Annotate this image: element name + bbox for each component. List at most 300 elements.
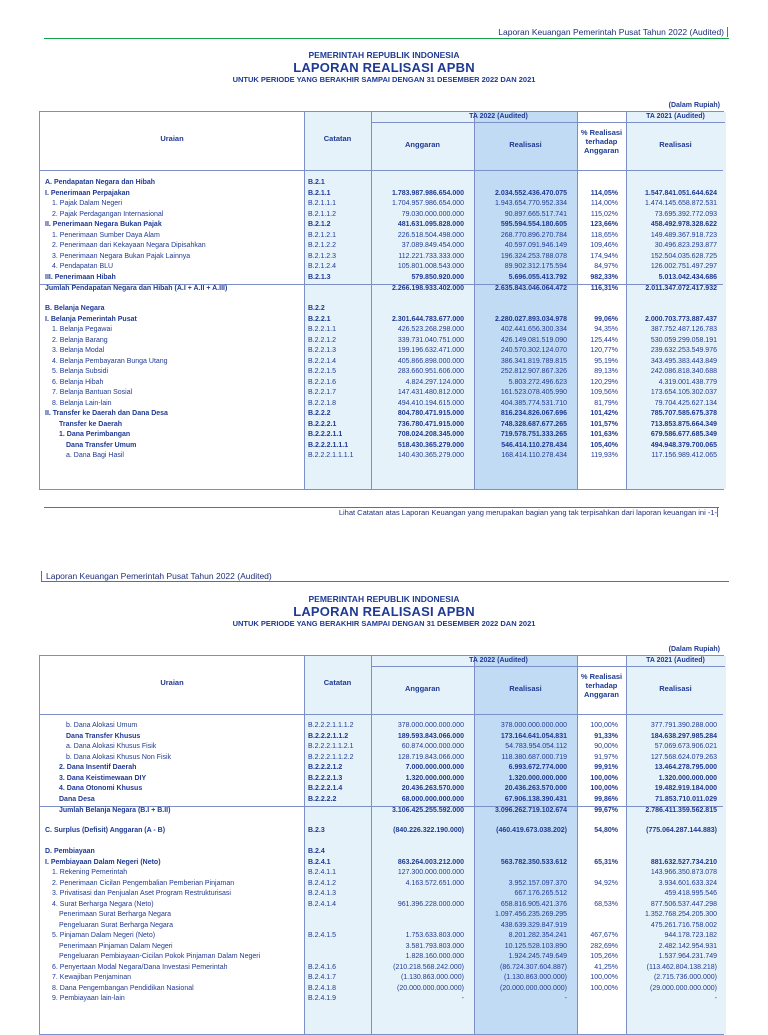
header-ta2022-2: TA 2022 (Audited) <box>371 656 626 667</box>
table-row <box>40 200 723 209</box>
unit-label: (Dalam Rupiah) <box>668 102 720 109</box>
table-row <box>40 232 723 241</box>
realisasi-2021-cell: 30.496.823.293.877 <box>654 242 717 249</box>
persen-cell: 120,29% <box>590 378 618 386</box>
anggaran-cell: 2.266.198.933.402.000 <box>391 285 464 292</box>
persen-cell: 118,65% <box>590 231 618 239</box>
realisasi-2021-cell: 2.482.142.954.931 <box>658 942 717 950</box>
table-row <box>40 901 723 910</box>
anggaran-cell: 147.431.480.812.000 <box>397 389 464 396</box>
persen-cell: 94,35% <box>594 326 618 333</box>
total-row <box>40 806 723 816</box>
catatan-cell: B.2.2.2.2 <box>308 795 337 803</box>
table-row <box>40 859 723 868</box>
realisasi-2021-cell: 1.474.145.658.872.531 <box>644 200 717 207</box>
persen-cell: 84,97% <box>594 263 618 270</box>
uraian-cell: 4. Belanja Pembayaran Bunga Utang <box>52 357 168 365</box>
catatan-cell: B.2.2.1.8 <box>308 399 337 407</box>
realisasi-2021-cell: 1.537.964.231.749 <box>658 953 717 960</box>
persen-cell: 123,66% <box>590 221 618 228</box>
table-row <box>40 242 723 251</box>
realisasi-2021-cell: 149.489.367.918.723 <box>650 231 717 239</box>
catatan-cell: B.2.4.1.4 <box>308 900 337 908</box>
table-row <box>40 400 723 409</box>
anggaran-cell: 518.430.365.279.000 <box>397 441 464 449</box>
report-title: LAPORAN REALISASI APBN <box>293 60 475 75</box>
catatan-cell: B.2.2.2.1.1.2.1 <box>308 743 354 750</box>
realisasi-2021-cell: (2.715.736.000.000) <box>653 974 717 981</box>
realisasi-2021-cell: 2.000.703.773.887.437 <box>644 315 717 323</box>
realisasi-cell: 1.943.654.770.952.334 <box>494 200 567 207</box>
anggaran-cell: 1.753.633.803.000 <box>405 932 464 939</box>
realisasi-cell: 252.812.907.867.326 <box>500 368 567 375</box>
persen-cell: 467,67% <box>590 932 618 939</box>
realisasi-cell: 89.902.312.175.594 <box>504 263 567 270</box>
table-row <box>40 869 723 878</box>
table-row <box>40 764 723 773</box>
catatan-cell: B.2.2.1.2 <box>308 336 337 344</box>
persen-cell: 91,33% <box>594 732 618 740</box>
realisasi-cell: 438.639.329.847.919 <box>500 921 567 929</box>
catatan-cell: B.2.4.1.6 <box>308 963 337 971</box>
catatan-cell: B.2.4.1.2 <box>308 879 337 887</box>
realisasi-cell: 90.897.665.517.741 <box>504 210 567 218</box>
realisasi-2021-cell: 1.352.768.254.205.300 <box>644 911 717 918</box>
persen-cell: 100,00% <box>590 785 618 792</box>
uraian-cell: b. Dana Alokasi Umum <box>66 722 138 729</box>
table-row <box>40 995 723 1004</box>
realisasi-2021-cell: 343.495.383.443.849 <box>650 357 717 365</box>
realisasi-cell: 161.523.078.405.990 <box>500 389 567 396</box>
header-uraian: Uraian <box>160 134 184 143</box>
persen-cell: 101,63% <box>590 431 618 438</box>
catatan-cell: B.2.1.3 <box>308 273 331 281</box>
realisasi-cell: 748.328.687.677.265 <box>500 420 567 428</box>
realisasi-cell: (86.724.307.604.887) <box>500 963 567 971</box>
uraian-cell: Dana Transfer Khusus <box>66 732 141 740</box>
anggaran-cell: 79.030.000.000.000 <box>401 210 464 218</box>
table-row <box>40 964 723 973</box>
uraian-cell: II. Transfer ke Daerah dan Dana Desa <box>45 410 168 417</box>
realisasi-2021-cell: - <box>714 995 717 1002</box>
catatan-cell: B.2.1.1.1 <box>308 200 337 207</box>
table-row <box>40 410 723 419</box>
catatan-cell: B.2.2.1.3 <box>308 347 337 354</box>
realisasi-2021-cell: 2.786.411.359.562.815 <box>645 807 717 814</box>
realisasi-cell: 2.034.552.436.470.075 <box>494 189 567 197</box>
anggaran-cell: 579.850.920.000 <box>411 273 464 281</box>
realisasi-cell: 118.380.687.000.719 <box>501 753 567 761</box>
persen-cell: 91,97% <box>594 753 618 761</box>
anggaran-cell: 68.000.000.000.000 <box>401 795 464 803</box>
uraian-cell: 9. Pembiayaan lain-lain <box>52 995 125 1002</box>
uraian-cell: B. Belanja Negara <box>45 305 105 312</box>
uraian-cell: 6. Penyertaan Modal Negara/Dana Investasi Pemerintah <box>52 963 228 971</box>
realisasi-2021-cell: 494.948.379.700.065 <box>650 441 717 449</box>
uraian-cell: III. Penerimaan Hibah <box>45 273 116 281</box>
realisasi-cell: 10.125.528.103.890 <box>504 942 567 950</box>
table-row <box>40 316 723 325</box>
catatan-cell: B.2.4.1 <box>308 858 331 866</box>
persen-cell: 99,06% <box>594 315 618 323</box>
catatan-cell: B.2.2.2.1.1.1 <box>308 441 349 449</box>
uraian-cell: Jumlah Belanja Negara (B.I + B.II) <box>59 807 171 814</box>
realisasi-cell: 67.906.138.390.431 <box>504 795 567 803</box>
realisasi-cell: 54.783.954.054.112 <box>505 743 567 750</box>
persen-cell: 100,00% <box>590 984 618 992</box>
table-row <box>40 775 723 784</box>
table-row <box>40 274 723 283</box>
header-ta2021-2: TA 2021 (Audited) <box>626 656 725 667</box>
page-header-2: Laporan Keuangan Pemerintah Pusat Tahun 2022 (Audited) <box>46 571 272 581</box>
anggaran-cell: 3.581.793.803.000 <box>405 942 464 950</box>
table-row <box>40 890 723 899</box>
header-realisasi-2021: Realisasi <box>659 140 692 149</box>
catatan-cell: B.2.2.2 <box>308 410 331 417</box>
anggaran-cell: 426.523.268.298.000 <box>397 326 464 333</box>
table-row <box>40 389 723 398</box>
realisasi-2021-cell: 184.638.297.985.284 <box>650 732 717 740</box>
realisasi-2021-cell: 127.568.624.079.263 <box>650 753 717 761</box>
realisasi-cell: 40.597.091.946.149 <box>504 242 567 249</box>
persen-cell: 54,80% <box>594 827 618 834</box>
uraian-cell: 3. Belanja Modal <box>52 347 105 354</box>
persen-cell: 68,53% <box>594 900 618 908</box>
catatan-cell: B.2.4.1.5 <box>308 932 337 939</box>
catatan-cell: B.2.2.1.6 <box>308 378 337 386</box>
table-row <box>40 379 723 388</box>
uraian-cell: Transfer ke Daerah <box>59 420 123 428</box>
catatan-cell: B.2.2.2.1.1.2 <box>308 732 349 740</box>
anggaran-cell: 7.000.000.000.000 <box>405 764 464 771</box>
realisasi-cell: - <box>564 995 567 1002</box>
table-row <box>40 953 723 962</box>
persen-cell: 114,05% <box>590 189 618 197</box>
catatan-cell: B.2.1.2.3 <box>308 252 337 260</box>
table-row <box>40 943 723 952</box>
anggaran-cell: 708.024.208.345.000 <box>397 431 464 438</box>
anggaran-cell: 4.824.297.124.000 <box>405 378 464 386</box>
table-row <box>40 452 723 461</box>
realisasi-cell: 2.280.027.893.034.978 <box>494 315 567 323</box>
header-anggaran-2: Anggaran <box>404 684 440 693</box>
realisasi-2021-cell: 79.704.425.627.134 <box>654 399 717 407</box>
catatan-cell: B.2.2 <box>308 305 325 312</box>
realisasi-cell: 168.414.110.278.434 <box>501 452 567 459</box>
anggaran-cell: 4.163.572.651.000 <box>405 879 464 887</box>
realisasi-2021-cell: 1.320.000.000.000 <box>658 774 717 782</box>
realisasi-cell: 2.635.843.046.064.472 <box>494 285 567 292</box>
anggaran-cell: 736.780.471.915.000 <box>397 420 464 428</box>
realisasi-2021-cell: 73.695.392.772.093 <box>654 210 717 218</box>
anggaran-cell: 1.320.000.000.000 <box>405 774 464 782</box>
realisasi-cell: 196.324.253.788.078 <box>500 252 567 260</box>
catatan-cell: B.2.4.1.9 <box>308 995 337 1002</box>
realisasi-2021-cell: 713.853.875.664.349 <box>650 420 717 428</box>
uraian-cell: 4. Dana Otonomi Khusus <box>59 785 143 792</box>
catatan-cell: B.2.1.2.2 <box>308 242 337 249</box>
uraian-cell: Pengeluaran Surat Berharga Negara <box>59 921 174 929</box>
persen-cell: 282,69% <box>590 942 618 950</box>
table-row <box>40 722 723 731</box>
persen-cell: 105,40% <box>590 441 618 449</box>
realisasi-cell: 426.149.081.519.090 <box>500 336 567 344</box>
realisasi-cell: 378.000.000.000.000 <box>500 722 567 729</box>
anggaran-cell: 863.264.003.212.000 <box>397 858 464 866</box>
anggaran-cell: 804.780.471.915.000 <box>397 410 464 417</box>
header-anggaran: Anggaran <box>404 140 440 149</box>
catatan-cell: B.2.4.1.3 <box>308 890 337 897</box>
realisasi-cell: 5.803.272.496.623 <box>508 378 567 386</box>
realisasi-cell: 563.782.350.533.612 <box>500 858 567 866</box>
realisasi-cell: 1.097.456.235.269.295 <box>494 911 567 918</box>
persen-cell: 105,26% <box>590 953 618 960</box>
uraian-cell: I. Pembiayaan Dalam Negeri (Neto) <box>45 858 161 866</box>
page-footer: Lihat Catatan atas Laporan Keuangan yang merupakan bagian yang tak terpisahkan dari laporan keuangan ini -1- <box>338 508 717 517</box>
realisasi-cell: 595.594.554.180.605 <box>500 221 567 228</box>
table-row <box>40 743 723 752</box>
title-org-2: PEMERINTAH REPUBLIK INDONESIA <box>308 594 460 604</box>
uraian-cell: 2. Pajak Perdagangan Internasional <box>52 210 164 218</box>
anggaran-cell: 494.410.194.615.000 <box>397 399 464 407</box>
persen-cell: 90,00% <box>594 743 618 750</box>
catatan-cell: B.2.4.1.8 <box>308 984 337 992</box>
uraian-cell: 1. Penerimaan Sumber Daya Alam <box>52 231 160 239</box>
catatan-cell: B.2.1.1 <box>308 189 331 197</box>
anggaran-cell: 961.396.228.000.000 <box>397 900 464 908</box>
realisasi-2021-cell: 3.934.601.633.324 <box>658 879 717 887</box>
catatan-cell: B.2.2.1.5 <box>308 368 337 375</box>
realisasi-2021-cell: 242.086.818.340.688 <box>650 368 717 375</box>
catatan-cell: B.2.2.2.1 <box>308 420 337 428</box>
persen-cell: 982,33% <box>590 273 618 281</box>
realisasi-cell: 5.696.055.413.792 <box>508 273 567 281</box>
anggaran-cell: (840.226.322.190.000) <box>393 827 464 834</box>
catatan-cell: B.2.1.2 <box>308 221 331 228</box>
unit-label-2: (Dalam Rupiah) <box>668 646 720 653</box>
report-table-1 <box>39 111 724 490</box>
realisasi-2021-cell: 944.178.723.182 <box>664 932 717 939</box>
persen-cell: 101,57% <box>590 420 618 428</box>
table-row <box>40 179 723 188</box>
anggaran-cell: (210.218.568.242.000) <box>393 963 464 971</box>
realisasi-cell: 667.176.265.512 <box>514 890 567 897</box>
realisasi-2021-cell: 57.069.673.906.021 <box>654 743 717 750</box>
catatan-cell: B.2.2.2.1.3 <box>308 774 343 782</box>
realisasi-2021-cell: 679.586.677.685.349 <box>650 431 717 438</box>
persen-cell: 116,31% <box>590 285 618 292</box>
header-bar-2 <box>41 571 42 581</box>
realisasi-2021-cell: 126.002.751.497.297 <box>650 263 717 270</box>
uraian-cell: a. Dana Bagi Hasil <box>66 452 124 459</box>
header-persen-2: % Realisasi terhadap Anggaran <box>580 672 623 699</box>
uraian-cell: Dana Desa <box>59 795 95 803</box>
realisasi-2021-cell: 377.791.390.288.000 <box>650 722 717 729</box>
persen-cell: 174,94% <box>590 252 618 260</box>
catatan-cell: B.2.2.2.1.1 <box>308 431 343 438</box>
table-row <box>40 754 723 763</box>
uraian-cell: 7. Belanja Bantuan Sosial <box>52 389 133 396</box>
realisasi-cell: 240.570.302.124.070 <box>500 347 567 354</box>
persen-cell: 125,44% <box>590 336 618 344</box>
realisasi-cell: 386.341.819.789.815 <box>500 357 567 365</box>
realisasi-cell: 3.952.157.097.370 <box>508 879 567 887</box>
uraian-cell: 5. Pinjaman Dalam Negeri (Neto) <box>52 932 156 939</box>
realisasi-2021-cell: 239.632.253.549.976 <box>650 347 717 354</box>
persen-cell: 109,56% <box>590 389 618 396</box>
anggaran-cell: 405.866.898.000.000 <box>397 357 464 365</box>
anggaran-cell: 140.430.365.279.000 <box>397 452 464 459</box>
catatan-cell: B.2.4 <box>308 848 325 855</box>
header-ta2021: TA 2021 (Audited) <box>626 112 725 123</box>
footer-bar <box>717 507 718 517</box>
realisasi-2021-cell: (775.064.287.144.883) <box>646 827 717 834</box>
realisasi-cell: (20.000.000.000.000) <box>500 984 567 992</box>
realisasi-2021-cell: 143.966.350.873.078 <box>650 869 717 876</box>
header-ta2022: TA 2022 (Audited) <box>371 112 626 123</box>
table-row <box>40 368 723 377</box>
table-row <box>40 733 723 742</box>
persen-cell: 99,91% <box>594 764 618 771</box>
anggaran-cell: 339.731.040.751.000 <box>397 336 464 344</box>
uraian-cell: Pengeluaran Pembiayaan-Cicilan Pokok Pinjaman Dalam Negeri <box>59 953 261 960</box>
header-rule <box>44 38 729 39</box>
uraian-cell: Dana Transfer Umum <box>66 441 137 449</box>
realisasi-2021-cell: (113.462.804.138.218) <box>646 963 717 971</box>
anggaran-cell: 226.518.504.498.000 <box>397 231 464 239</box>
catatan-cell: B.2.2.2.1.2 <box>308 764 343 771</box>
realisasi-cell: 6.993.672.774.000 <box>508 764 567 771</box>
table-row <box>40 817 723 826</box>
header-realisasi: Realisasi <box>509 140 542 149</box>
anggaran-cell: 1.783.987.986.654.000 <box>391 189 464 197</box>
anggaran-cell: 1.828.160.000.000 <box>405 953 464 960</box>
persen-cell: 89,13% <box>594 368 618 375</box>
uraian-cell: Jumlah Pendapatan Negara dan Hibah (A.I + A.II + A.III) <box>45 285 228 292</box>
table-row <box>40 974 723 983</box>
persen-cell: 95,19% <box>594 357 618 365</box>
realisasi-cell: 1.924.245.749.649 <box>508 953 567 960</box>
realisasi-2021-cell: 5.013.042.434.686 <box>658 273 717 281</box>
anggaran-cell: (20.000.000.000.000) <box>397 984 464 992</box>
realisasi-cell: 404.385.774.531.710 <box>500 399 567 407</box>
uraian-cell: 3. Privatisasi dan Penjualan Aset Program Restrukturisasi <box>52 890 231 897</box>
realisasi-cell: (460.419.673.038.202) <box>496 827 567 834</box>
title-org: PEMERINTAH REPUBLIK INDONESIA <box>308 50 460 60</box>
realisasi-2021-cell: 4.319.001.438.779 <box>658 378 717 386</box>
uraian-cell: 1. Rekening Pemerintah <box>52 869 128 876</box>
persen-cell: 94,92% <box>594 879 618 887</box>
uraian-cell: C. Surplus (Defisit) Anggaran (A - B) <box>45 827 166 834</box>
table-row <box>40 922 723 931</box>
persen-cell: 100,00% <box>590 774 618 782</box>
realisasi-2021-cell: 475.261.716.758.002 <box>650 921 717 929</box>
anggaran-cell: 199.196.632.471.000 <box>397 347 464 354</box>
realisasi-2021-cell: 173.654.105.302.037 <box>650 389 717 396</box>
header-realisasi-2: Realisasi <box>509 684 542 693</box>
realisasi-cell: (1.130.863.000.000) <box>503 974 567 981</box>
uraian-cell: 3. Dana Keistimewaan DIY <box>59 774 147 782</box>
realisasi-2021-cell: 459.418.995.546 <box>664 890 717 897</box>
table-row <box>40 211 723 220</box>
anggaran-cell: 481.631.095.828.000 <box>397 221 464 228</box>
persen-cell: 65,31% <box>594 858 618 866</box>
persen-cell: 101,42% <box>590 410 618 417</box>
realisasi-cell: 546.414.110.278.434 <box>501 441 567 449</box>
anggaran-cell: 60.874.000.000.000 <box>401 743 464 750</box>
table-row <box>40 838 723 847</box>
catatan-cell: B.2.2.1.1 <box>308 326 337 333</box>
catatan-cell: B.2.1.2.1 <box>308 231 337 239</box>
realisasi-2021-cell: 458.492.978.328.622 <box>650 221 717 228</box>
header-persen: % Realisasi terhadap Anggaran <box>580 128 623 155</box>
catatan-cell: B.2.4.1.1 <box>308 869 337 876</box>
realisasi-2021-cell: 13.464.278.795.000 <box>654 764 717 771</box>
realisasi-2021-cell: 117.156.989.412.065 <box>651 452 717 459</box>
uraian-cell: Penerimaan Pinjaman Dalam Negeri <box>59 942 173 950</box>
table-row <box>40 326 723 335</box>
persen-cell: 99,86% <box>594 795 618 803</box>
report-period: UNTUK PERIODE YANG BERAKHIR SAMPAI DENGAN 31 DESEMBER 2022 DAN 2021 <box>232 75 536 84</box>
table-row <box>40 911 723 920</box>
realisasi-2021-cell: 877.506.537.447.298 <box>650 900 717 908</box>
table-row <box>40 253 723 262</box>
catatan-cell: B.2.2.2.1.1.2.2 <box>308 753 354 761</box>
anggaran-cell: 3.106.425.255.592.000 <box>391 807 464 814</box>
catatan-cell: B.2.2.1.7 <box>308 389 337 396</box>
uraian-cell: 7. Kewajiban Penjaminan <box>52 974 131 981</box>
realisasi-2021-cell: 881.632.527.734.210 <box>650 858 717 866</box>
anggaran-cell: 189.593.843.066.000 <box>397 732 464 740</box>
table-row <box>40 263 723 272</box>
persen-cell: 120,77% <box>590 347 618 354</box>
anggaran-cell: 37.089.849.454.000 <box>401 242 464 249</box>
realisasi-cell: 658.816.905.421.376 <box>500 900 567 908</box>
anggaran-cell: 1.704.957.986.654.000 <box>391 200 464 207</box>
realisasi-2021-cell: 785.707.585.675.378 <box>650 410 717 417</box>
realisasi-2021-cell: (29.000.000.000.000) <box>650 984 717 992</box>
catatan-cell: B.2.1 <box>308 179 325 186</box>
realisasi-2021-cell: 1.547.841.051.644.624 <box>644 189 717 197</box>
table-row <box>40 442 723 451</box>
realisasi-cell: 816.234.826.067.696 <box>500 410 567 417</box>
catatan-cell: B.2.2.2.1.4 <box>308 785 343 792</box>
uraian-cell: 1. Pajak Dalam Negeri <box>52 200 123 207</box>
uraian-cell: 2. Penerimaan dari Kekayaan Negara Dipisahkan <box>52 242 206 249</box>
realisasi-2021-cell: 530.059.299.058.191 <box>650 336 717 344</box>
anggaran-cell: 20.436.263.570.000 <box>401 785 464 792</box>
realisasi-2021-cell: 152.504.035.628.725 <box>650 252 717 260</box>
header-catatan-2: Catatan <box>323 678 352 687</box>
persen-cell: 119,93% <box>590 452 618 459</box>
uraian-cell: 5. Belanja Subsidi <box>52 368 109 375</box>
catatan-cell: B.2.1.2.4 <box>308 263 337 270</box>
table-row <box>40 848 723 857</box>
table-row <box>40 985 723 994</box>
uraian-cell: a. Dana Alokasi Khusus Fisik <box>66 743 157 750</box>
realisasi-2021-cell: 387.752.487.126.783 <box>650 326 717 333</box>
uraian-cell: b. Dana Alokasi Khusus Non Fisik <box>66 753 172 761</box>
table-row <box>40 221 723 230</box>
persen-cell: 100,00% <box>590 722 618 729</box>
table-row <box>40 880 723 889</box>
uraian-cell: 2. Belanja Barang <box>52 336 108 344</box>
table-row <box>40 932 723 941</box>
realisasi-cell: 8.201.282.354.241 <box>508 932 567 939</box>
table-header-2 <box>40 656 723 715</box>
anggaran-cell: 105.801.008.543.000 <box>397 263 464 270</box>
report-title-2: LAPORAN REALISASI APBN <box>293 604 475 619</box>
